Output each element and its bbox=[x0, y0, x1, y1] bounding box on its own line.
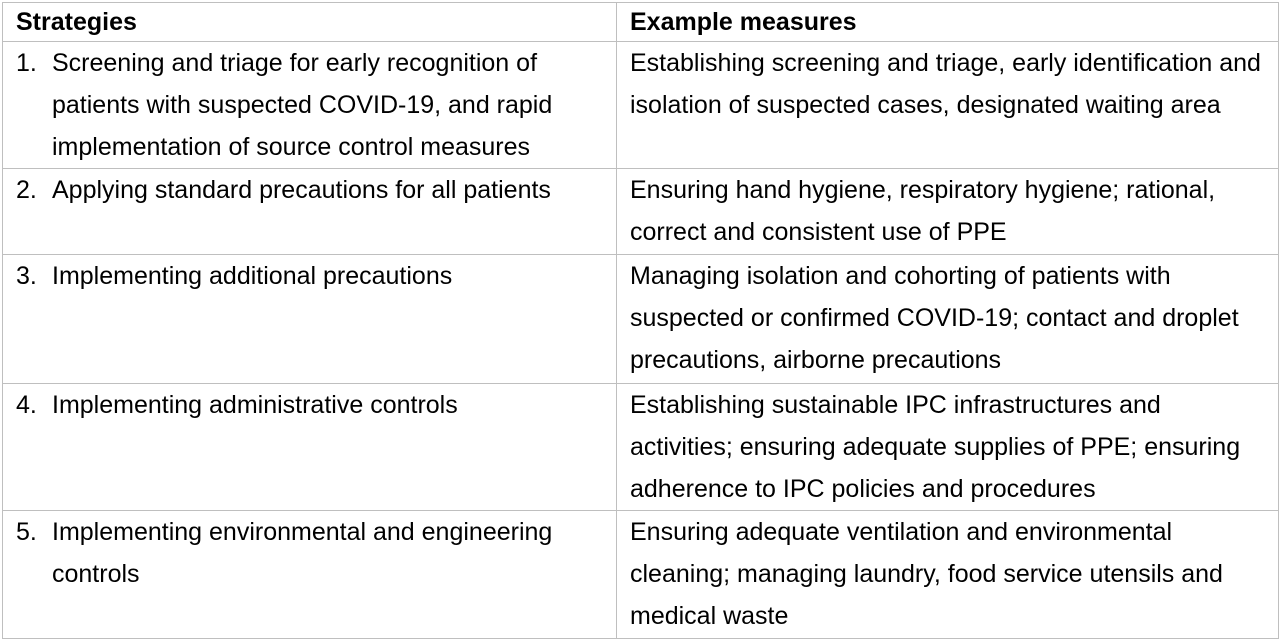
strategy-cell bbox=[3, 169, 617, 255]
strategy-text: Applying standard precautions for all patients bbox=[52, 176, 551, 204]
measures-cell: Managing isolation and cohorting of patients with suspected or confirmed COVID-19; contact and droplet precautions, airborne precautions bbox=[617, 255, 1279, 384]
header-strategies: Strategies bbox=[3, 3, 617, 42]
strategy-text: Implementing administrative controls bbox=[52, 391, 458, 419]
strategy-number: 3. bbox=[16, 262, 37, 290]
strategy-number: 1. bbox=[16, 49, 37, 77]
strategy-cell bbox=[3, 42, 617, 169]
strategy-number: 4. bbox=[16, 391, 37, 419]
strategy-text: Implementing additional precautions bbox=[52, 262, 453, 290]
table-row bbox=[3, 42, 1279, 169]
measures-cell: Establishing screening and triage, early identification and isolation of suspected cases, designated waiting area bbox=[617, 42, 1279, 169]
table-row bbox=[3, 384, 1279, 511]
strategy-cell bbox=[3, 255, 617, 384]
table-row bbox=[3, 511, 1279, 639]
table-row bbox=[3, 169, 1279, 255]
table-row bbox=[3, 255, 1279, 384]
strategies-table bbox=[2, 2, 1279, 639]
strategy-number: 5. bbox=[16, 518, 37, 546]
measures-cell: Establishing sustainable IPC infrastructures and activities; ensuring adequate supplies of PPE; ensuring adherence to IPC policies and procedures bbox=[617, 384, 1279, 511]
strategy-text: Screening and triage for early recognition of patients with suspected COVID-19, and rapid implementation of source control measures bbox=[52, 49, 553, 161]
table-header-row bbox=[3, 3, 1279, 42]
strategy-number: 2. bbox=[16, 176, 37, 204]
measures-cell: Ensuring adequate ventilation and environmental cleaning; managing laundry, food service utensils and medical waste bbox=[617, 511, 1279, 639]
header-example-measures: Example measures bbox=[617, 3, 1279, 42]
measures-cell: Ensuring hand hygiene, respiratory hygiene; rational, correct and consistent use of PPE bbox=[617, 169, 1279, 255]
strategy-cell bbox=[3, 511, 617, 639]
strategy-cell bbox=[3, 384, 617, 511]
strategy-text: Implementing environmental and engineering controls bbox=[52, 518, 553, 588]
